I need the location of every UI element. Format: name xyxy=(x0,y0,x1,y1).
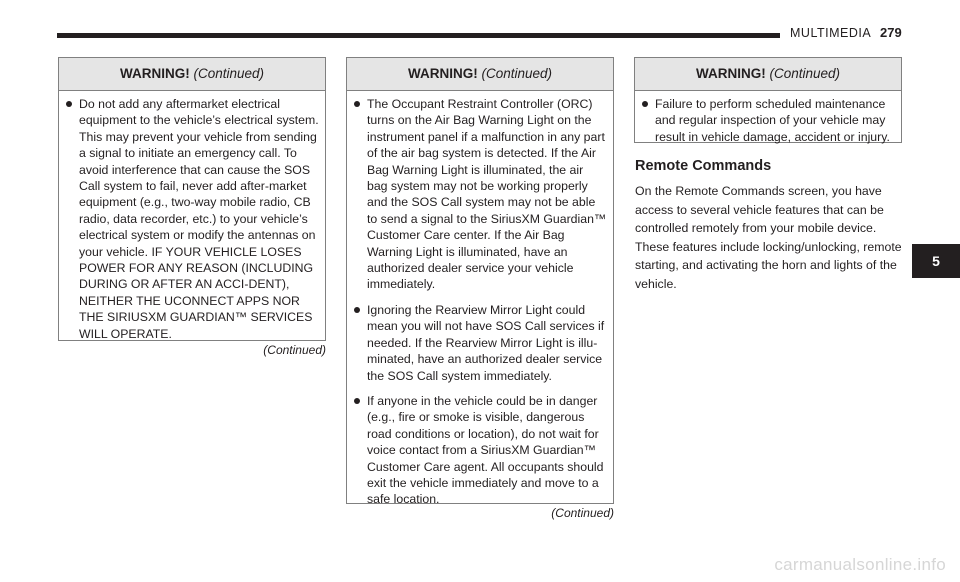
continued-note-1: (Continued) xyxy=(263,343,326,357)
warning-bullet xyxy=(347,393,607,508)
bullet-dot xyxy=(642,101,648,107)
section-heading: Remote Commands xyxy=(635,158,772,174)
warning-header xyxy=(59,58,325,91)
watermark: carmanualsonline.info xyxy=(774,555,946,574)
warning-box-3 xyxy=(634,57,902,143)
warning-header xyxy=(347,58,613,91)
chapter-tab: 5 xyxy=(912,244,960,278)
continued-label: (Continued) xyxy=(481,66,553,81)
warning-label: WARNING! xyxy=(119,66,190,81)
header-rule xyxy=(57,33,780,38)
bullet-dot xyxy=(354,398,360,404)
warning-bullet xyxy=(635,96,895,145)
warning-bullet xyxy=(347,96,607,293)
bullet-text: If anyone in the vehicle could be in danger (e.g., fire or smoke is visible, dangerous road conditions or location), do not wait for voice contact from a SiriusXM Guardian™ Customer Care agent. All occupants should exit the vehicle immediately and move to a safe location. xyxy=(367,393,604,507)
bullet-dot xyxy=(66,101,72,107)
warning-box-2 xyxy=(346,57,614,507)
continued-note-2: (Continued) xyxy=(551,506,614,520)
bullet-text: Failure to perform scheduled maintenance and regular inspection of your vehicle may result in vehicle damage, accident or injury. xyxy=(655,97,890,144)
bullet-text: The Occupant Restraint Controller (ORC) turns on the Air Bag Warning Light on the instrument panel if a malfunction in any part of the air bag system is detected. If the Air Bag Warning Light is illuminated, the air bag system may not be working properly and the SOS Call system may not be able to send a signal to the SiriusXM Guardian™ Customer Care center. If the Air Bag Warning Light is illuminated, have an authorized dealer service your vehicle immediately. xyxy=(367,97,607,292)
bullet-text: Ignoring the Rearview Mirror Light could mean you will not have SOS Call services if needed. If the Rearview Mirror Light is illu-minated, have an authorized dealer service the SOS Call system immediately. xyxy=(367,302,605,383)
warning-bullet xyxy=(347,302,607,384)
warning-label: WARNING! xyxy=(695,66,766,81)
warning-header xyxy=(635,58,901,91)
page-number: 279 xyxy=(880,25,902,40)
bullet-dot xyxy=(354,307,360,313)
warning-box-1 xyxy=(58,57,326,341)
section-body: On the Remote Commands screen, you have access to several vehicle features that can be controlled remotely from your mobile device. These features include locking/unlocking, remote starting, and activating the horn and lights of the vehicle. xyxy=(635,184,902,291)
continued-label: (Continued) xyxy=(193,66,265,81)
section-name: MULTIMEDIA xyxy=(790,26,872,40)
bullet-text: Do not add any aftermarket electrical equipment to the vehicle’s electrical system. This may prevent your vehicle from sending a signal to initiate an emergency call. To avoid interference that can cause the SOS Call system to fail, never add after-market equipment (e.g., two-way mobile radio, CB radio, data recorder, etc.) to your vehicle’s electrical system or modify the antennas on your vehicle. IF YOUR VEHICLE LOSES POWER FOR ANY REASON (INCLUDING DURING OR AFTER AN ACCI-DENT), NEITHER THE UCONNECT APPS NOR THE SIRIUSXM GUARDIAN™ SERVICES WILL OPERATE. xyxy=(79,97,319,341)
continued-label: (Continued) xyxy=(769,66,841,81)
warning-label: WARNING! xyxy=(407,66,478,81)
bullet-dot xyxy=(354,101,360,107)
warning-bullet xyxy=(59,96,319,342)
